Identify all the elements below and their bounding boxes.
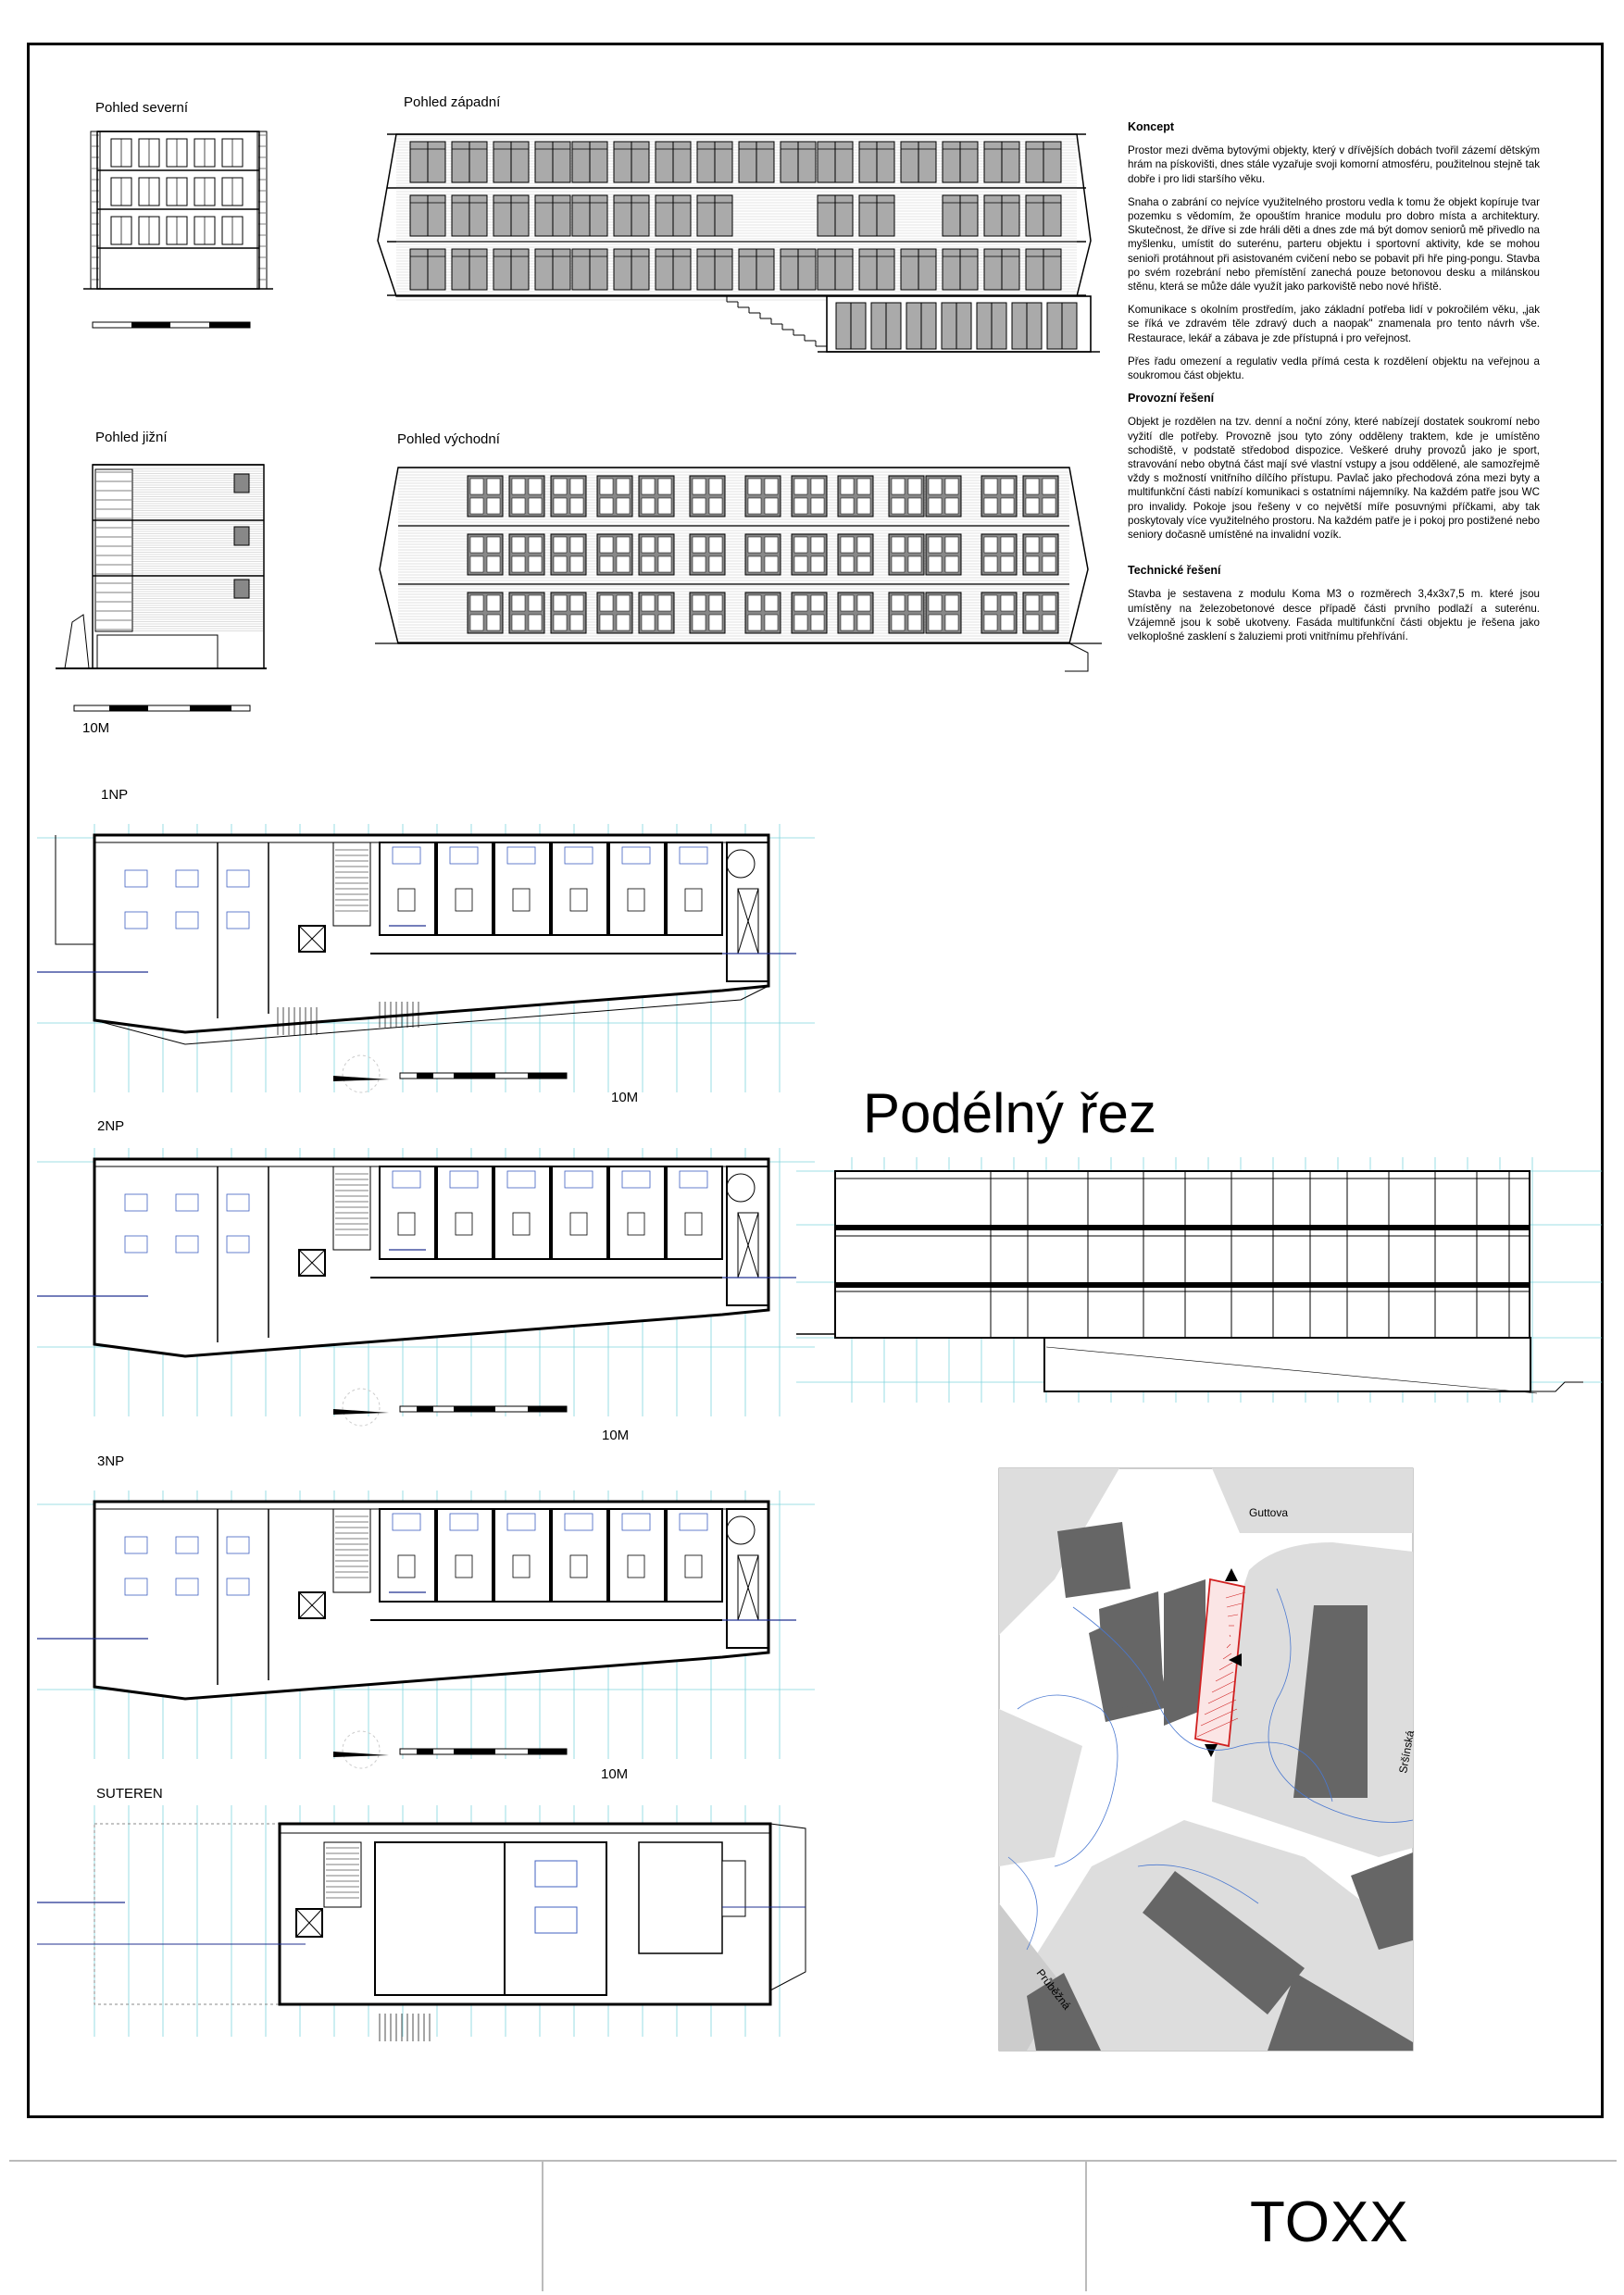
label-east-elevation: Pohled východní	[397, 431, 500, 447]
south-elevation-drawing	[56, 455, 269, 715]
tech-heading: Technické řešení	[1128, 564, 1221, 578]
concept-paragraph: Prostor mezi dvěma bytovými objekty, který v dřívějších dobách tvořil zázemí dětským hrám na pískovišti, dnes stále vyzařuje svoji komorní atmosféru, použitelnou stejně tak dobře i pro lidi staršího věku.	[1128, 144, 1540, 185]
east-elevation-drawing	[370, 454, 1111, 685]
footer-divider	[9, 2160, 1617, 2162]
label-west-elevation: Pohled západní	[404, 94, 501, 110]
description-column	[1128, 120, 1540, 653]
concept-paragraph: Přes řadu omezení a regulativ vedla přímá cesta k rozdělení objektu na veřejnou a soukromou část objektu.	[1128, 355, 1540, 382]
tech-paragraph: Stavba je sestavena z modulu Koma M3 o rozměrech 3,4x3x7,5 m. které jsou umístěny na železobetonové desce případě části prvního podlaží a suterénu. Vzájemně jsou k sobě ukotveny. Fasáda multifunkční části objektu je řešena jako velkoplošné zasklení s žaluziemi proti vnitřnímu přehřívání.	[1128, 588, 1540, 643]
plan-2np-drawing	[37, 1129, 815, 1426]
plan-2np-scale-label: 10M	[602, 1428, 630, 1443]
south-scale-label: 10M	[82, 720, 110, 736]
label-south-elevation: Pohled jižní	[95, 430, 168, 445]
concept-paragraph: Snaha o zabrání co nejvíce využitelného prostoru vedla k tomu že objekt kopíruje tvar pozemku s vědomím, že opouštím hranice modulu pro dobro místa a architektury. Skutečnost, že dříve si zde hráli děti a dnes zde má být domov seniorů mě přivedlo na myšlenku, umístit do suterénu, parteru objektu i sportovní aktivity, kde se mohou senioři protáhnout při asistovaném cvičení nebo se pobavit při hře ping-pongu. Stavba po svém rozebrání nebo přemístění zanechá pouze betonovou desku a milánskou stěnu, která se může dále využít jako parkoviště nebo nové hřiště.	[1128, 195, 1540, 293]
site-plan-drawing	[999, 1468, 1418, 2052]
street-label-prubezna: Průběžná	[1033, 1966, 1074, 2013]
label-plan-3np: 3NP	[97, 1453, 125, 1469]
footer-column-divider	[542, 2162, 543, 2291]
concept-heading: Koncept	[1128, 120, 1174, 133]
plan-3np-scale-label: 10M	[601, 1766, 629, 1782]
plan-basement-drawing	[37, 1805, 815, 2046]
footer-column-divider	[1085, 2162, 1087, 2291]
label-north-elevation: Pohled severní	[95, 100, 189, 116]
label-plan-1np: 1NP	[101, 787, 129, 803]
plan-1np-scale-label: 10M	[611, 1090, 639, 1105]
section-drawing	[796, 1153, 1602, 1421]
street-label-srsinska: Sršínská	[1396, 1729, 1418, 1775]
brand-logo-text: TOXX	[1250, 2190, 1409, 2254]
street-label-guttova: Guttova	[1249, 1506, 1289, 1519]
plan-3np-drawing	[37, 1472, 815, 1768]
operation-paragraph: Objekt je rozdělen na tzv. denní a noční zóny, které nabízejí dostatek soukromí nebo vyžití dle potřeby. Provozně jsou tyto zóny odděleny traktem, kde je umístěno schodiště, v podstatě středobod dispozice. Veškeré druhy provozů jako je sport, stravování nebo obytná část mají své vlastní vstupy a jsou oddělené, ale samozřejmě vždy s možností vnitřního dílčího přístupu. Pavlač jako přechodová zóna mezi byty a multifunkční části nabízí komunikaci s ostatními nájemníky. Na každém patře jsou WC pro invalidy. Pokoje jsou řešeny v co největší míře posuvnými příčkami, aby tak poskytovaly více využitelného prostoru. Na každém patře je i pokoj pro postižené nebo seniory dočasně umístěné na invalidní vozík.	[1128, 416, 1540, 542]
operation-heading: Provozní řešení	[1128, 392, 1215, 405]
label-plan-2np: 2NP	[97, 1118, 125, 1134]
plan-1np-drawing	[37, 805, 815, 1092]
concept-paragraph: Komunikace s okolním prostředím, jako základní potřeba lidí v pokročilém věku, „jak se říká ve zdravém těle zdravý duch a naopak" znamenala pro tento návrh vše. Restaurace, lekář a zábava je zde přístupná i pro veřejnost.	[1128, 304, 1540, 344]
label-plan-basement: SUTEREN	[96, 1786, 163, 1802]
west-elevation-drawing	[373, 125, 1105, 375]
north-elevation-drawing	[83, 128, 278, 341]
section-title: Podélný řez	[863, 1082, 1156, 1144]
